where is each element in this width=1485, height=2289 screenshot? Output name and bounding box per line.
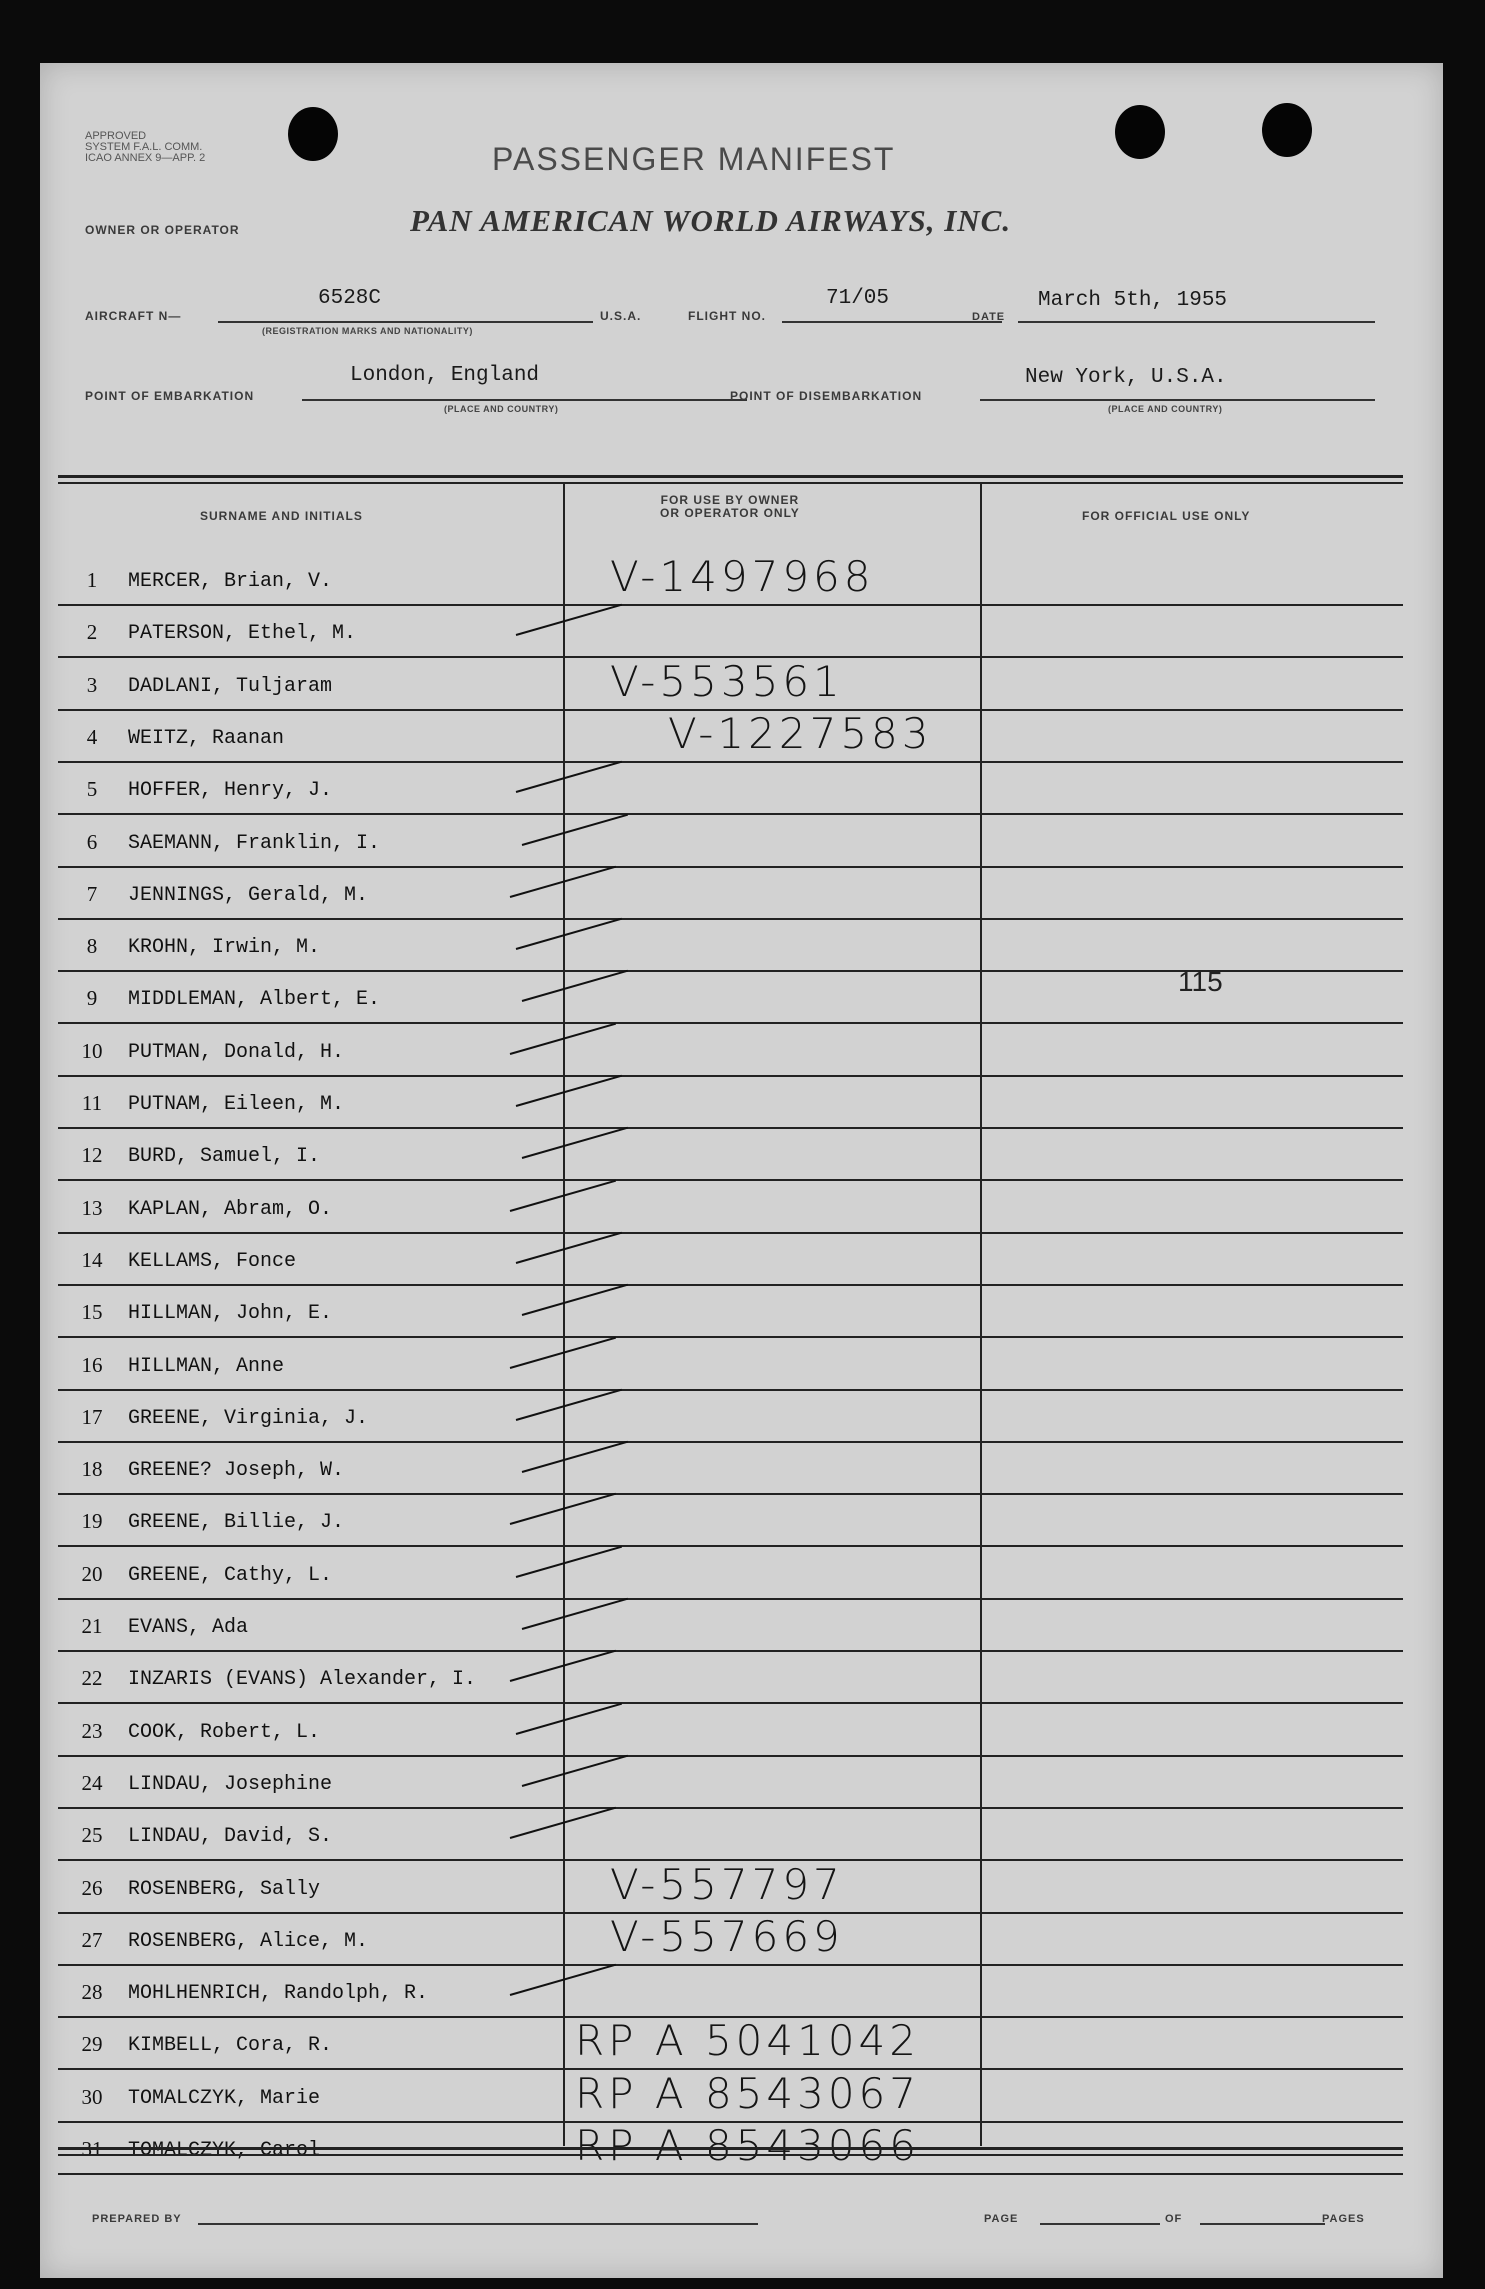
check-mark: [516, 1545, 622, 1577]
row-rule: [58, 1964, 1403, 1966]
row-rule: [58, 1702, 1403, 1704]
row-rule: [58, 1493, 1403, 1495]
check-mark: [516, 1075, 622, 1107]
row-rule: [58, 1650, 1403, 1652]
passenger-name: PATERSON, Ethel, M.: [128, 622, 357, 646]
row-number: 24: [81, 1770, 103, 1795]
row-rule: [58, 604, 1403, 606]
col-official-header: FOR OFFICIAL USE ONLY: [1082, 509, 1251, 523]
embark-caption: (PLACE AND COUNTRY): [444, 404, 559, 414]
date-label: DATE: [972, 311, 1006, 323]
pages-label: PAGES: [1322, 2213, 1365, 2225]
passenger-name: PUTNAM, Eileen, M.: [128, 1093, 345, 1116]
passenger-name: COOK, Robert, L.: [128, 1720, 321, 1744]
passport-mark: V-1227583: [668, 708, 933, 758]
row-number: 23: [81, 1718, 103, 1743]
check-mark: [516, 918, 622, 950]
passenger-name: JENNINGS, Gerald, M.: [128, 883, 369, 907]
row-number: 11: [81, 1091, 103, 1115]
aircraft-caption: (REGISTRATION MARKS AND NATIONALITY): [262, 326, 473, 336]
prepared-label: PREPARED BY: [92, 2213, 182, 2225]
passenger-name: KAPLAN, Abram, O.: [128, 1197, 333, 1221]
passenger-name: ROSENBERG, Alice, M.: [128, 1929, 369, 1953]
passenger-name: KELLAMS, Fonce: [128, 1249, 297, 1273]
usa-label: U.S.A.: [600, 309, 642, 323]
passenger-name: LINDAU, Josephine: [128, 1772, 333, 1796]
row-rule: [58, 1232, 1403, 1234]
passenger-name: GREENE, Cathy, L.: [128, 1563, 333, 1587]
row-number: 4: [86, 724, 98, 749]
row-number: 14: [81, 1247, 103, 1272]
punch-hole-right-1: [1115, 105, 1165, 159]
row-rule: [58, 1545, 1403, 1547]
passenger-name: GREENE, Virginia, J.: [128, 1406, 369, 1430]
passenger-name: HOFFER, Henry, J.: [128, 779, 333, 803]
row-number: 15: [81, 1300, 103, 1325]
check-mark: [522, 1284, 628, 1316]
check-mark: [522, 1127, 628, 1159]
passport-mark: RP A 8543066: [575, 2121, 920, 2170]
passenger-name: HILLMAN, Anne: [128, 1354, 285, 1378]
check-mark: [516, 1702, 622, 1734]
passenger-name: MOHLHENRICH, Randolph, R.: [128, 1982, 429, 2006]
form-title: PASSENGER MANIFEST: [492, 141, 896, 177]
row-number: 28: [81, 1980, 103, 2005]
flight-label: FLIGHT NO.: [688, 309, 766, 323]
row-rule: [58, 866, 1403, 868]
row-number: 3: [86, 672, 98, 697]
manifest-sheet: [40, 63, 1443, 2278]
check-mark: [516, 1389, 622, 1421]
row-number: 9: [86, 986, 98, 1011]
passenger-name: SAEMANN, Franklin, I.: [128, 831, 381, 855]
passenger-name: TOMALCZYK, Carol: [128, 2139, 321, 2162]
row-number: 2: [86, 620, 98, 645]
passport-mark: V-1497968: [610, 552, 875, 601]
row-rule: [58, 1179, 1403, 1181]
aircraft-value: 6528C: [318, 287, 382, 310]
row-number: 8: [86, 934, 98, 959]
row-number: 1: [86, 568, 98, 592]
check-mark: [522, 1598, 628, 1630]
check-mark: [516, 604, 622, 636]
row-number: 26: [81, 1875, 103, 1900]
row-rule: [58, 1075, 1403, 1077]
passenger-name: GREENE? Joseph, W.: [128, 1459, 345, 1483]
row-number: 18: [81, 1457, 103, 1482]
passenger-name: TOMALCZYK, Marie: [128, 2086, 321, 2110]
embark-value: London, England: [350, 364, 540, 387]
row-number: 31: [81, 2137, 103, 2161]
passenger-name: MIDDLEMAN, Albert, E.: [128, 988, 381, 1012]
row-rule: [58, 1127, 1403, 1129]
row-number: 27: [81, 1927, 103, 1952]
row-number: 29: [81, 2032, 103, 2057]
check-mark: [522, 1755, 628, 1787]
aircraft-label: AIRCRAFT N—: [85, 309, 182, 323]
row-number: 30: [81, 2084, 103, 2109]
passport-mark: V-557669: [610, 1911, 844, 1961]
row-rule: [58, 1755, 1403, 1757]
passport-mark: V-553561: [610, 656, 844, 706]
passenger-name: HILLMAN, John, E.: [128, 1302, 333, 1326]
row-number: 13: [81, 1195, 103, 1220]
approval-line: APPROVED: [85, 130, 147, 142]
row-number: 6: [86, 829, 98, 854]
row-number: 16: [81, 1352, 103, 1377]
punch-hole-right-2: [1262, 103, 1312, 157]
passenger-name: EVANS, Ada: [128, 1616, 249, 1639]
check-mark: [522, 970, 628, 1002]
approval-line: SYSTEM F.A.L. COMM.: [85, 141, 203, 153]
row-rule: [58, 813, 1403, 815]
passport-mark: RP A 8543067: [575, 2068, 920, 2118]
approval-line: ICAO ANNEX 9—APP. 2: [85, 152, 206, 164]
row-rule: [58, 761, 1403, 763]
row-number: 5: [86, 777, 98, 802]
row-number: 19: [81, 1509, 103, 1534]
row-rule: [58, 1284, 1403, 1286]
divider-2: [980, 483, 982, 2146]
col-owner-header: FOR USE BY OWNER OR OPERATOR ONLY: [660, 493, 800, 520]
date-value: March 5th, 1955: [1038, 289, 1228, 312]
passenger-name: DADLANI, Tuljaram: [128, 674, 333, 698]
passenger-name: KROHN, Irwin, M.: [128, 936, 321, 960]
check-mark: [516, 1232, 622, 1264]
passenger-name: MERCER, Brian, V.: [128, 570, 333, 593]
disembark-caption: (PLACE AND COUNTRY): [1108, 404, 1223, 414]
row-number: 7: [86, 881, 98, 906]
row-rule: [58, 1441, 1403, 1443]
passenger-name: INZARIS (EVANS) Alexander, I.: [128, 1668, 477, 1692]
owner-label: OWNER OR OPERATOR: [85, 223, 240, 237]
row-rule: [58, 2173, 1403, 2175]
passenger-name: LINDAU, David, S.: [128, 1825, 333, 1849]
col-surname-header: SURNAME AND INITIALS: [200, 509, 363, 523]
of-label: OF: [1165, 2213, 1183, 2225]
passenger-name: ROSENBERG, Sally: [128, 1877, 321, 1901]
row-rule: [58, 1022, 1403, 1024]
row-rule: [58, 918, 1403, 920]
page-label: PAGE: [984, 2213, 1019, 2225]
row-rule: [58, 1389, 1403, 1391]
disembark-value: New York, U.S.A.: [1025, 366, 1227, 389]
row-number: 17: [81, 1404, 103, 1429]
check-mark: [522, 813, 628, 845]
row-number: 25: [81, 1823, 103, 1848]
row-number: 10: [81, 1038, 103, 1063]
passenger-name: WEITZ, Raanan: [128, 726, 285, 750]
check-mark: [516, 761, 622, 793]
row-rule: [58, 1598, 1403, 1600]
approval-block: [85, 131, 205, 164]
passport-mark: RP A 5041042: [575, 2016, 920, 2066]
row-number: 21: [81, 1614, 103, 1638]
divider-1: [563, 483, 565, 2146]
flight-value: 71/05: [826, 287, 890, 310]
official-note: 115: [1178, 966, 1223, 997]
disembark-label: POINT OF DISEMBARKATION: [730, 389, 923, 403]
row-number: 12: [81, 1143, 103, 1168]
check-mark: [522, 1441, 628, 1473]
owner-value: PAN AMERICAN WORLD AIRWAYS, INC.: [410, 203, 1012, 238]
passport-mark: V-557797: [610, 1859, 844, 1909]
passenger-name: PUTMAN, Donald, H.: [128, 1040, 345, 1064]
passenger-name: BURD, Samuel, I.: [128, 1145, 321, 1169]
row-number: 22: [81, 1666, 103, 1691]
row-rule: [58, 1807, 1403, 1809]
punch-hole-left: [288, 107, 338, 161]
embark-label: POINT OF EMBARKATION: [85, 389, 255, 403]
row-number: 20: [81, 1561, 103, 1586]
row-rule: [58, 1336, 1403, 1338]
passenger-name: KIMBELL, Cora, R.: [128, 2034, 333, 2058]
passenger-name: GREENE, Billie, J.: [128, 1511, 345, 1535]
